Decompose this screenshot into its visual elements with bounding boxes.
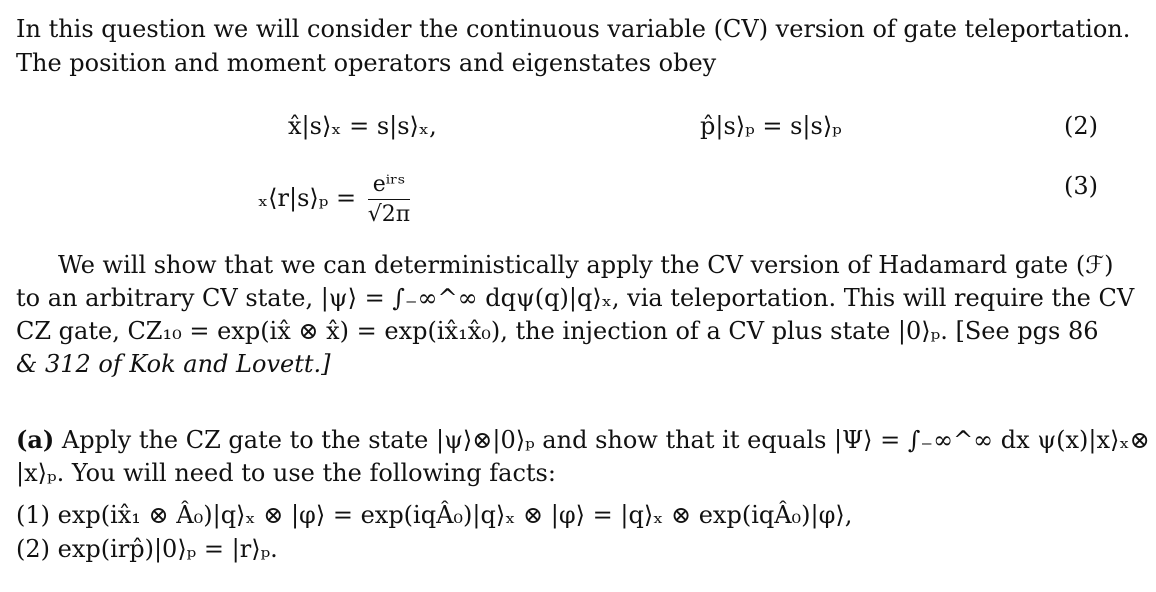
part-a-line-1 [16,425,1150,455]
equation-3 [258,172,414,227]
equation-3-numerator: eⁱʳˢ [368,172,410,200]
equation-3-left: ₓ⟨r|s⟩ₚ = [258,184,357,212]
equation-3-number: (3) [1064,172,1098,200]
equation-2-number: (2) [1064,112,1098,140]
intro-line-2: The position and moment operators and eigenstates obey [16,49,717,77]
equation-3-denominator: √2π [367,202,411,227]
equation-2-right: p̂|s⟩ₚ = s|s⟩ₚ [700,112,842,140]
body-line-2: to an arbitrary CV state, |ψ⟩ = ∫₋∞^∞ dqψ(q)|q⟩ₓ, via teleportation. This will require the CV [16,284,1135,312]
equation-2-left: x̂|s⟩ₓ = s|s⟩ₓ, [288,112,437,140]
intro-line-1: In this question we will consider the continuous variable (CV) version of gate teleportation. [16,15,1131,43]
body-line-1: We will show that we can deterministically apply the CV version of Hadamard gate (ℱ) [58,251,1114,279]
part-a-line-2: |x⟩ₚ. You will need to use the following facts: [16,459,556,487]
body-line-3: CZ gate, CZ₁₀ = exp(ix̂ ⊗ x̂) = exp(ix̂₁x̂₀), the injection of a CV plus state |0⟩ₚ. [See pgs 86 [16,317,1099,345]
part-a-fact-2: (2) exp(irp̂)|0⟩ₚ = |r⟩ₚ. [16,535,278,563]
part-a-fact-1: (1) exp(ix̂₁ ⊗ Â₀)|q⟩ₓ ⊗ |φ⟩ = exp(iqÂ₀)|q⟩ₓ ⊗ |φ⟩ = |q⟩ₓ ⊗ exp(iqÂ₀)|φ⟩, [16,501,853,529]
part-a-label: (a) [16,425,55,454]
equation-3-fraction [368,172,410,227]
part-a-text-1: Apply the CZ gate to the state |ψ⟩⊗|0⟩ₚ and show that it equals |Ψ⟩ = ∫₋∞^∞ dx ψ(x)|x⟩ₓ⊗ [61,426,1150,454]
body-line-4: & 312 of Kok and Lovett.] [16,350,331,378]
